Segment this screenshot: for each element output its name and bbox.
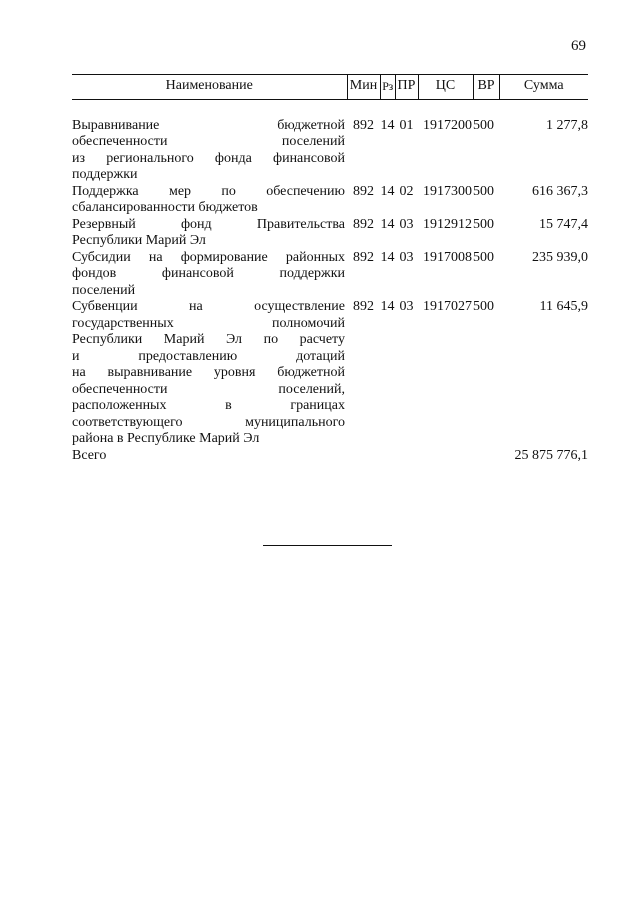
total-sum: 25 875 776,1 — [514, 447, 588, 463]
row-vr: 500 — [473, 117, 494, 133]
row-rz: 14 — [380, 216, 395, 232]
row-rz: 14 — [380, 117, 395, 133]
header-name: Наименование — [72, 75, 347, 100]
row-name-line: района в Республике Марий Эл — [72, 431, 260, 446]
row-name-line: из регионального фонда финансовой — [72, 150, 345, 166]
row-name-line: Резервный фонд Правительства — [72, 216, 345, 232]
row-rz: 14 — [380, 249, 395, 265]
row-name — [72, 299, 347, 448]
table-row — [72, 299, 588, 448]
row-cs: 1912912 — [423, 216, 472, 232]
row-vr: 500 — [473, 216, 494, 232]
total-empty-cell — [418, 448, 473, 465]
row-rz: 14 — [380, 183, 395, 199]
total-empty-cell — [347, 448, 380, 465]
row-min: 892 — [353, 249, 374, 265]
row-sum: 11 645,9 — [539, 299, 588, 314]
row-min: 892 — [353, 299, 374, 314]
row-name-line: на выравнивание уровня бюджетной — [72, 365, 345, 380]
header-sum: Сумма — [499, 75, 588, 100]
header-cs: ЦС — [418, 75, 473, 100]
row-name-line: поддержки — [72, 167, 138, 182]
header-vr: ВР — [473, 75, 499, 100]
total-empty-cell — [380, 448, 395, 465]
row-cs: 1917200 — [423, 117, 472, 133]
row-sum: 1 277,8 — [546, 117, 588, 133]
row-name-line: и предоставлению дотаций — [72, 348, 345, 364]
row-min: 892 — [353, 216, 374, 232]
row-pr: 03 — [399, 249, 414, 265]
row-name-line: соответствующего муниципального — [72, 414, 345, 430]
row-pr: 03 — [399, 216, 414, 232]
row-name — [72, 118, 347, 184]
total-empty-cell — [473, 448, 499, 465]
row-name — [72, 250, 347, 300]
row-name-line: Республики Марий Эл — [72, 233, 206, 248]
header-rz: Рз — [380, 75, 395, 100]
row-vr: 500 — [473, 249, 494, 265]
row-name-line: Республики Марий Эл по расчету — [72, 332, 345, 347]
row-name-line: Субсидии на формирование районных — [72, 249, 345, 265]
table-row — [72, 118, 588, 184]
row-pr: 01 — [399, 117, 414, 133]
row-min: 892 — [353, 183, 374, 199]
row-name-line: поселений — [72, 282, 136, 298]
table-row — [72, 217, 588, 250]
row-min: 892 — [353, 117, 374, 133]
total-empty-cell — [395, 448, 418, 465]
row-name-line: государственных полномочий — [72, 315, 345, 331]
header-min: Мин — [347, 75, 380, 100]
row-sum: 616 367,3 — [532, 183, 588, 199]
table-body — [72, 99, 588, 464]
row-name-line: обеспеченности поселений — [72, 134, 345, 149]
row-cs: 1917027 — [423, 299, 472, 314]
total-row — [72, 448, 588, 465]
row-pr: 03 — [399, 299, 414, 314]
header-pr: ПР — [395, 75, 418, 100]
row-name-line: сбалансированности бюджетов — [72, 200, 258, 215]
row-name-line: расположенных в границах — [72, 398, 345, 413]
table-row — [72, 184, 588, 217]
row-cs: 1917300 — [423, 183, 472, 199]
row-name-line: обеспеченности поселений, — [72, 381, 345, 397]
row-name — [72, 217, 347, 250]
separator-line — [263, 545, 392, 546]
row-vr: 500 — [473, 183, 494, 199]
row-name-line: Субвенции на осуществление — [72, 299, 345, 314]
row-name-line: Поддержка мер по обеспечению — [72, 183, 345, 199]
table-header — [72, 75, 588, 100]
row-name — [72, 184, 347, 217]
total-label: Всего — [72, 447, 107, 463]
row-vr: 500 — [473, 299, 494, 314]
row-rz: 14 — [380, 299, 395, 314]
row-sum: 15 747,4 — [539, 216, 588, 232]
row-name-line: фондов финансовой поддержки — [72, 266, 345, 281]
row-sum: 235 939,0 — [532, 249, 588, 265]
row-cs: 1917008 — [423, 249, 472, 265]
table-row — [72, 250, 588, 300]
budget-table — [72, 74, 588, 464]
page-number: 69 — [571, 38, 586, 54]
row-name-line: Выравнивание бюджетной — [72, 117, 345, 133]
row-pr: 02 — [399, 183, 414, 199]
